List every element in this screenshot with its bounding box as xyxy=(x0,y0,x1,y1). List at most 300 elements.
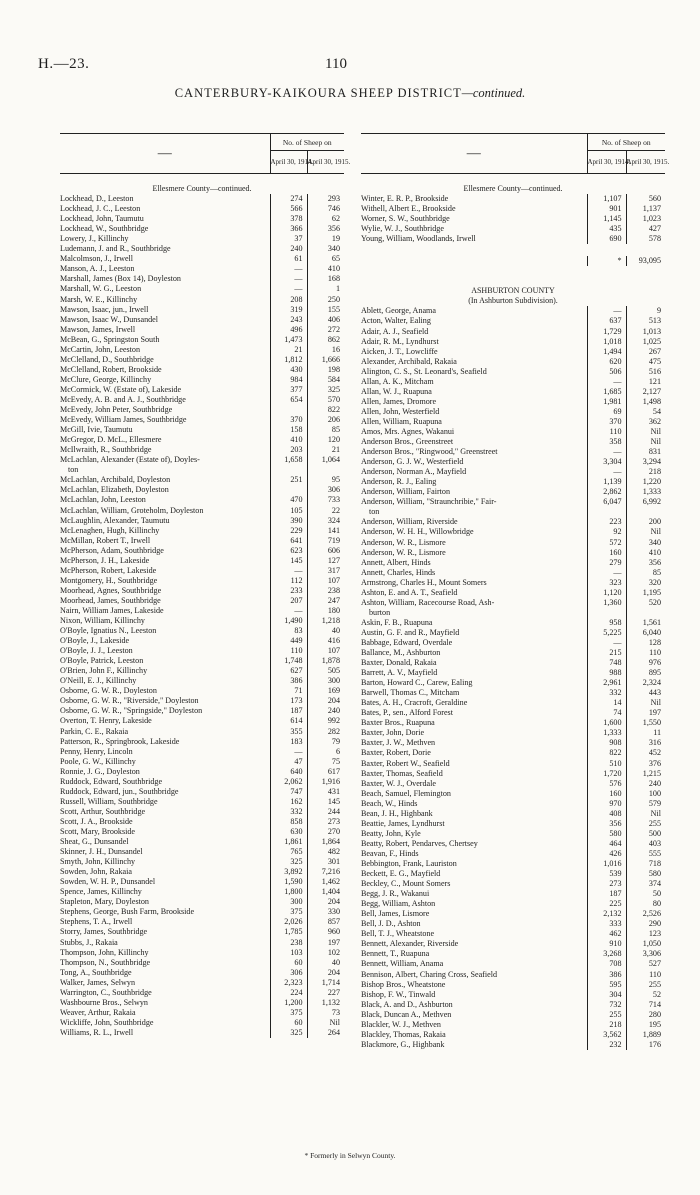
sheep-1915: 505 xyxy=(307,666,344,676)
sheep-1914: 1,145 xyxy=(587,214,626,224)
table-row xyxy=(60,998,344,1008)
table-row xyxy=(361,517,665,527)
owner-name: McPherson, Adam, Southbridge xyxy=(60,545,164,555)
sheep-1914: 1,748 xyxy=(270,656,307,666)
table-row xyxy=(361,316,665,326)
sheep-1914: 640 xyxy=(270,767,307,777)
sheep-1915: 121 xyxy=(626,377,665,387)
sheep-1914: 306 xyxy=(270,968,307,978)
owner-name: McPherson, J. H., Lakeside xyxy=(60,555,150,565)
table-row xyxy=(361,718,665,728)
table-row xyxy=(361,638,665,648)
owner-name: Overton, T. Henry, Lakeside xyxy=(60,716,152,726)
table-row xyxy=(60,465,344,475)
page-title xyxy=(0,86,700,101)
owner-name: Bennison, Albert, Charing Cross, Seafield xyxy=(361,969,498,979)
sheep-1915: 555 xyxy=(626,849,665,859)
right-header-dash: — xyxy=(361,134,587,174)
sheep-1915: 340 xyxy=(626,538,665,548)
table-row xyxy=(361,558,665,568)
sheep-1915: 1,215 xyxy=(626,769,665,779)
sheep-1915: 1,878 xyxy=(307,656,344,666)
sheep-1914: 970 xyxy=(587,799,626,809)
sheep-1915: 862 xyxy=(307,335,344,345)
sheep-1915: 1,220 xyxy=(626,477,665,487)
sheep-1915: 168 xyxy=(307,274,344,284)
table-row xyxy=(60,385,344,395)
owner-name xyxy=(361,256,587,266)
owner-name: Baxter, John, Dorie xyxy=(361,728,425,738)
owner-name: Marshall, W. G., Leeston xyxy=(60,284,142,294)
owner-name: Sheat, G., Dunsandel xyxy=(60,837,129,847)
sheep-1914: — xyxy=(587,467,626,477)
sheep-1914: 5,225 xyxy=(587,628,626,638)
sheep-1914: 1,200 xyxy=(270,998,307,1008)
owner-name: Patterson, R., Springbrook, Lakeside xyxy=(60,736,180,746)
owner-name: Bebbington, Frank, Lauriston xyxy=(361,859,457,868)
sheep-1914: 539 xyxy=(587,869,626,879)
sheep-1915: 255 xyxy=(626,819,665,829)
table-row xyxy=(361,1040,665,1050)
owner-name: McLenaghen, Hugh, Killinchy xyxy=(60,525,160,535)
sheep-1914: 576 xyxy=(587,779,626,789)
sheep-1915: 40 xyxy=(307,626,344,636)
title-main: CANTERBURY-KAIKOURA SHEEP DISTRICT xyxy=(174,86,462,100)
owner-name: Baxter, Robert, Dorie xyxy=(361,748,431,758)
sheep-1915: Nil xyxy=(626,437,665,447)
sheep-1914: — xyxy=(270,566,307,576)
owner-name: Moorhead, James, Southbridge xyxy=(60,595,161,605)
owner-name: Ludemann, J. and R., Southbridge xyxy=(60,244,171,254)
sheep-1915: Nil xyxy=(626,427,665,437)
sheep-1914: 207 xyxy=(270,596,307,606)
owner-name: Beattie, James, Lyndhurst xyxy=(361,818,445,828)
sheep-1915: 169 xyxy=(307,686,344,696)
table-row xyxy=(361,1030,665,1040)
table-row xyxy=(60,938,344,948)
table-row xyxy=(60,867,344,877)
table-row xyxy=(60,1018,344,1028)
sheep-1915: 206 xyxy=(307,415,344,425)
sheep-1914: 300 xyxy=(270,897,307,907)
sheep-1914: 74 xyxy=(587,708,626,718)
sheep-1914: 61 xyxy=(270,254,307,264)
sheep-1915: 320 xyxy=(626,578,665,588)
sheep-1915: 822 xyxy=(307,405,344,415)
sheep-1915: 9 xyxy=(626,306,665,316)
section-heading xyxy=(361,296,665,306)
table-row xyxy=(361,347,665,357)
table-row xyxy=(60,817,344,827)
sheep-1914: 255 xyxy=(587,1010,626,1020)
owner-name: Stephens, George, Bush Farm, Brookside xyxy=(60,907,195,917)
table-row xyxy=(361,377,665,387)
sheep-1915: 376 xyxy=(626,759,665,769)
sheep-1915: 247 xyxy=(307,596,344,606)
sheep-1915: 1,462 xyxy=(307,877,344,887)
table-row xyxy=(60,295,344,305)
owner-name: McEvedy, William James, Southbridge xyxy=(60,415,187,425)
sheep-1915: 606 xyxy=(307,546,344,556)
table-row xyxy=(60,727,344,737)
table-row xyxy=(60,847,344,857)
sheep-1915: 198 xyxy=(307,365,344,375)
owner-name: McClelland, D., Southbridge xyxy=(60,354,154,364)
sheep-1914: — xyxy=(270,284,307,294)
table-row xyxy=(361,889,665,899)
table-row xyxy=(361,214,665,224)
sheep-1914: 279 xyxy=(587,558,626,568)
sheep-1914: 366 xyxy=(270,224,307,234)
sheep-1914: 654 xyxy=(270,395,307,405)
sheep-1915: 79 xyxy=(307,737,344,747)
table-row xyxy=(361,397,665,407)
sheep-1914: 370 xyxy=(270,415,307,425)
sheep-1914: 1,018 xyxy=(587,337,626,347)
sheep-1915: 6 xyxy=(307,747,344,757)
sheep-1914: 1,658 xyxy=(270,455,307,465)
table-row xyxy=(60,757,344,767)
owner-name: O'Boyle, Ignatius N., Leeston xyxy=(60,626,157,636)
owner-name: Bennett, William, Anama xyxy=(361,959,444,969)
sheep-1915: 80 xyxy=(626,899,665,909)
owner-name: Baxter, Donald, Rakaia xyxy=(361,658,437,668)
sheep-1915: 75 xyxy=(307,757,344,767)
sheep-1915: 976 xyxy=(626,658,665,668)
sheep-1914: 160 xyxy=(587,789,626,799)
owner-name: Armstrong, Charles H., Mount Somers xyxy=(361,577,487,587)
sheep-1915: 218 xyxy=(626,467,665,477)
table-row xyxy=(361,1000,665,1010)
sheep-1914 xyxy=(270,405,307,415)
sheep-1914: 183 xyxy=(270,737,307,747)
title-suffix: —continued. xyxy=(461,86,526,100)
table-row xyxy=(361,337,665,347)
table-row xyxy=(60,877,344,887)
owner-name: Marsh, W. E., Killinchy xyxy=(60,294,138,304)
owner-name: Baxter, J. W., Methven xyxy=(361,738,436,748)
table-row xyxy=(60,646,344,656)
sheep-1915: 267 xyxy=(626,347,665,357)
sheep-1915: 1,561 xyxy=(626,618,665,628)
sheep-1915: 1,195 xyxy=(626,588,665,598)
table-row xyxy=(60,787,344,797)
owner-name: Ablett, George, Anama xyxy=(361,306,436,316)
owner-name: Thompson, John, Killinchy xyxy=(60,947,149,957)
owner-name: McLachlan, William, Groteholm, Doyleston xyxy=(60,505,204,515)
sheep-1915: 584 xyxy=(307,375,344,385)
sheep-1914: 160 xyxy=(587,548,626,558)
table-row xyxy=(361,980,665,990)
sheep-1915: 475 xyxy=(626,357,665,367)
sheep-1915: 145 xyxy=(307,797,344,807)
sheep-1915: 410 xyxy=(307,264,344,274)
right-header-1914: April 30, 1914. xyxy=(587,151,626,174)
sheep-1914: 572 xyxy=(587,538,626,548)
sheep-1915: 560 xyxy=(626,194,665,204)
sheep-1914: 614 xyxy=(270,716,307,726)
sheep-1914: 595 xyxy=(587,980,626,990)
sheep-1914: — xyxy=(270,274,307,284)
sheep-1915: 403 xyxy=(626,839,665,849)
table-row xyxy=(361,789,665,799)
sheep-1915: Nil xyxy=(626,809,665,819)
owner-name: McLachlan, Archibald, Doyleston xyxy=(60,475,171,485)
right-table xyxy=(361,133,670,1050)
sheep-1915: 340 xyxy=(307,244,344,254)
sheep-1914: 435 xyxy=(587,224,626,234)
sheep-1915: 325 xyxy=(307,385,344,395)
sheep-1915: 1,013 xyxy=(626,327,665,337)
sheep-1915: 200 xyxy=(626,517,665,527)
table-row xyxy=(60,435,344,445)
sheep-1915: 520 xyxy=(626,598,665,608)
table-row xyxy=(60,827,344,837)
table-row xyxy=(60,636,344,646)
table-row xyxy=(60,907,344,917)
sheep-1914: 1,590 xyxy=(270,877,307,887)
sheep-1914: 1,720 xyxy=(587,769,626,779)
sheep-1914: 2,132 xyxy=(587,909,626,919)
table-row xyxy=(60,706,344,716)
owner-name: McLachlan, Elizabeth, Doyleston xyxy=(60,485,169,495)
table-row xyxy=(361,829,665,839)
table-row xyxy=(361,618,665,628)
sheep-1915: 1,050 xyxy=(626,939,665,949)
sheep-1915: 270 xyxy=(307,827,344,837)
table-row xyxy=(60,445,344,455)
table-row xyxy=(361,588,665,598)
sheep-1915: 1,064 xyxy=(307,455,344,465)
sheep-1914: — xyxy=(587,447,626,457)
owner-name: Allen, William, Ruapuna xyxy=(361,416,442,426)
table-row xyxy=(361,527,665,537)
owner-name: Anderson, William, "Straunchribie," Fair- xyxy=(361,497,497,507)
table-row xyxy=(361,427,665,437)
sheep-1914: — xyxy=(587,638,626,648)
sheep-1914: 377 xyxy=(270,385,307,395)
owner-name: Beach, Samuel, Flemington xyxy=(361,788,451,798)
sheep-1914 xyxy=(270,485,307,495)
owner-name: Lockhead, J. C., Leeston xyxy=(60,204,141,214)
sheep-1915: 733 xyxy=(307,495,344,505)
owner-name: Allan, A. K., Mitcham xyxy=(361,376,434,386)
sheep-1914: 187 xyxy=(270,706,307,716)
section-label: Ellesmere County—continued. xyxy=(152,184,252,193)
owner-name: Worner, S. W., Southbridge xyxy=(361,214,450,224)
sheep-1914: 233 xyxy=(270,586,307,596)
sheep-1914: 69 xyxy=(587,407,626,417)
sheep-1915: 2,324 xyxy=(626,678,665,688)
table-row xyxy=(361,899,665,909)
left-header-dash: — xyxy=(60,134,270,174)
left-header-sheep: No. of Sheep on xyxy=(270,134,344,151)
sheep-1915: 227 xyxy=(307,988,344,998)
sheep-1914: 370 xyxy=(587,417,626,427)
sheep-1914: 14 xyxy=(587,698,626,708)
table-row xyxy=(361,194,665,204)
owner-name: Mawson, Isaac, jun., Irwell xyxy=(60,304,149,314)
table-row xyxy=(60,546,344,556)
table-row xyxy=(361,809,665,819)
sheep-1915: Nil xyxy=(626,698,665,708)
sheep-1914: 984 xyxy=(270,375,307,385)
sheep-1914: 690 xyxy=(587,234,626,244)
table-row xyxy=(60,837,344,847)
owner-name: Lockhead, D., Leeston xyxy=(60,194,134,204)
owner-name: Osborne, G. W. R., "Springside," Doyleston xyxy=(60,706,203,716)
owner-name: Blackmore, G., Highbank xyxy=(361,1039,445,1049)
sheep-1915: 21 xyxy=(307,445,344,455)
sheep-1914: 47 xyxy=(270,757,307,767)
owner-name: Osborne, G. W. R., "Riverside," Doyleston xyxy=(60,696,199,706)
sheep-1915: 1,498 xyxy=(626,397,665,407)
table-row xyxy=(60,747,344,757)
sheep-1914: 566 xyxy=(270,204,307,214)
table-row xyxy=(361,548,665,558)
sheep-1914: 2,026 xyxy=(270,917,307,927)
sheep-1915: 992 xyxy=(307,716,344,726)
sheep-1915: 617 xyxy=(307,767,344,777)
sheep-1914: 958 xyxy=(587,618,626,628)
sheep-1914: — xyxy=(587,568,626,578)
owner-name: Adair, R. M., Lyndhurst xyxy=(361,336,439,346)
sheep-1915: 1,714 xyxy=(307,978,344,988)
table-row xyxy=(60,516,344,526)
table-row xyxy=(361,1020,665,1030)
sheep-1914: 2,862 xyxy=(587,487,626,497)
sheep-1914: 1,139 xyxy=(587,477,626,487)
sheep-1914: 1,729 xyxy=(587,327,626,337)
table-row xyxy=(361,949,665,959)
table-row xyxy=(361,628,665,638)
sheep-1914: 3,304 xyxy=(587,457,626,467)
table-row xyxy=(60,927,344,937)
owner-name: Williams, R. L., Irwell xyxy=(60,1027,134,1037)
owner-name: Manson, A. J., Leeston xyxy=(60,264,135,274)
table-row xyxy=(60,475,344,485)
owner-name: Nairn, William James, Lakeside xyxy=(60,605,164,615)
sheep-1914: 105 xyxy=(270,506,307,516)
sheep-1915: 141 xyxy=(307,526,344,536)
sheep-1914: 627 xyxy=(270,666,307,676)
sheep-1914: 103 xyxy=(270,948,307,958)
owner-name: Stapleton, Mary, Doyleston xyxy=(60,897,149,907)
table-row xyxy=(361,668,665,678)
table-row xyxy=(361,678,665,688)
table-row xyxy=(361,799,665,809)
owner-name: Osborne, G. W. R., Doyleston xyxy=(60,686,157,696)
sheep-1914: 470 xyxy=(270,495,307,505)
owner-name: O'Boyle, J. J., Leeston xyxy=(60,646,133,656)
sheep-1914: 732 xyxy=(587,1000,626,1010)
table-row xyxy=(60,596,344,606)
sheep-1915: 427 xyxy=(626,224,665,234)
sheep-1915: 204 xyxy=(307,897,344,907)
table-row xyxy=(60,797,344,807)
sheep-1915: Nil xyxy=(307,1018,344,1028)
owner-name: Warrington, C., Southbridge xyxy=(60,987,152,997)
sheep-1914: 218 xyxy=(587,1020,626,1030)
table-row xyxy=(60,536,344,546)
owner-name: Withell, Albert E., Brookside xyxy=(361,204,456,214)
table-row xyxy=(361,538,665,548)
owner-name: Alexander, Archibald, Rakaia xyxy=(361,356,457,366)
owner-name: McLaughlin, Alexander, Taumutu xyxy=(60,515,170,525)
owner-name: O'Boyle, Patrick, Leeston xyxy=(60,656,144,666)
section-label: (In Ashburton Subdivision). xyxy=(468,296,558,306)
table-row xyxy=(60,616,344,626)
table-row xyxy=(361,769,665,779)
sheep-1914: 92 xyxy=(587,527,626,537)
sheep-1914: 203 xyxy=(270,445,307,455)
owner-name: Mawson, Isaac W., Dunsandel xyxy=(60,314,159,324)
owner-name: Stubbs, J., Rakaia xyxy=(60,937,118,947)
sheep-1915: 93,095 xyxy=(626,256,665,266)
sheep-1915: 1,218 xyxy=(307,616,344,626)
table-row xyxy=(60,355,344,365)
table-row xyxy=(361,608,665,618)
sheep-1915: 204 xyxy=(307,968,344,978)
sheep-1914: 901 xyxy=(587,204,626,214)
table-row xyxy=(60,887,344,897)
sheep-1914: 1,812 xyxy=(270,355,307,365)
table-row xyxy=(361,467,665,477)
sheep-1915: 1,023 xyxy=(626,214,665,224)
sheep-1914: 1,490 xyxy=(270,616,307,626)
table-row xyxy=(361,598,665,608)
sheep-1915: 52 xyxy=(626,990,665,1000)
owner-name: Young, William, Woodlands, Irwell xyxy=(361,234,476,244)
owner-name: Askin, F. B., Ruapuna xyxy=(361,617,433,627)
table-row xyxy=(60,485,344,495)
table-row xyxy=(60,958,344,968)
owner-name: Bell, James, Lismore xyxy=(361,909,430,919)
sheep-1914: 356 xyxy=(587,819,626,829)
owner-name: Allen, James, Dromore xyxy=(361,396,437,406)
sheep-1915: 19 xyxy=(307,234,344,244)
owner-name: Annett, Albert, Hinds xyxy=(361,557,431,567)
sheep-1914: 332 xyxy=(270,807,307,817)
sheep-1915: 3,294 xyxy=(626,457,665,467)
owner-name: Bates, A. H., Cracroft, Geraldine xyxy=(361,698,468,708)
owner-name: Scott, J. A., Brookside xyxy=(60,816,133,826)
sheep-1915: 714 xyxy=(626,1000,665,1010)
sheep-1914: 37 xyxy=(270,234,307,244)
table-row xyxy=(60,425,344,435)
owner-name: Baxter, Thomas, Seafield xyxy=(361,768,443,778)
sheep-1914: 71 xyxy=(270,686,307,696)
sheep-1914: 1,861 xyxy=(270,837,307,847)
sheep-1914: 162 xyxy=(270,797,307,807)
table-row xyxy=(361,939,665,949)
sheep-1915: 362 xyxy=(626,417,665,427)
owner-name: Begg, J. R., Wakanui xyxy=(361,889,430,899)
sheep-1915: 1,404 xyxy=(307,887,344,897)
sheep-1915: 746 xyxy=(307,204,344,214)
sheep-1915: 1,889 xyxy=(626,1030,665,1040)
sheep-1915: 282 xyxy=(307,727,344,737)
owner-name: McPherson, Robert, Lakeside xyxy=(60,565,157,575)
owner-name: Beckett, E. G., Mayfield xyxy=(361,869,441,879)
sheep-1914: 2,961 xyxy=(587,678,626,688)
owner-name: McCartin, John, Leeston xyxy=(60,344,141,354)
sheep-1915: 40 xyxy=(307,958,344,968)
table-row xyxy=(60,556,344,566)
right-column xyxy=(361,133,670,1050)
owner-name: Black, A. and D., Ashburton xyxy=(361,999,453,1009)
owner-name: Allan, W. J., Ruapuna xyxy=(361,386,432,396)
